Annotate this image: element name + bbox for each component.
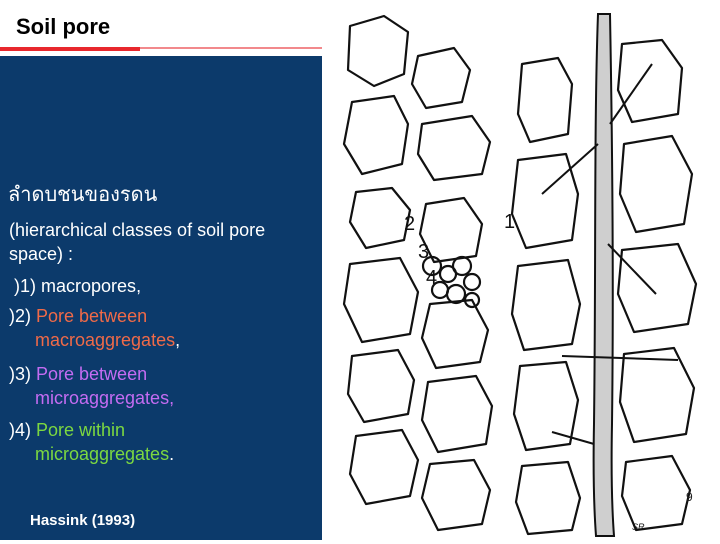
aggregate [350,188,410,248]
item-number: )3) [9,364,31,384]
aggregate [348,16,408,86]
aggregate [418,116,490,180]
page-number: 9 [686,490,693,504]
aggregate [620,348,694,442]
microaggregate [447,285,465,303]
figure-label-1: 1 [504,211,516,233]
aggregate [618,40,682,122]
item-continuation-text: microaggregates [35,444,170,464]
item-punct: , [175,330,181,350]
lateral-channel [608,244,656,294]
aggregate [344,96,408,174]
item-continuation [9,442,314,466]
title-underline [0,47,140,51]
item-number: )1) [14,276,36,296]
aggregate [622,456,690,530]
figure-label-3: 3 [418,241,430,263]
citation: Hassink (1993) [30,512,136,529]
aggregate [512,260,580,350]
figure-label-4: 4 [426,267,438,289]
soil-pore-figure [322,4,720,540]
aggregate [420,198,482,262]
item-label: Pore between [36,306,148,326]
microaggregate [453,257,471,275]
item-label: macropores [41,276,137,296]
item-continuation: microaggregates, [35,388,175,408]
aggregate [518,58,572,142]
aggregate [422,376,492,452]
slide-title: Soil pore [16,14,111,39]
item-punct: . [169,444,175,464]
item-punct: , [136,276,142,296]
lateral-channel [542,144,598,194]
figure-signature: SR [632,522,645,532]
soil-pore-drawing [322,4,720,540]
aggregate [412,48,470,108]
item-continuation-text: macroaggregates [35,330,176,350]
aggregate [516,462,580,534]
microaggregate [464,274,480,290]
intro-text: (hierarchical classes of soil pore space) : [9,220,266,264]
list-item-between-microaggregates [9,362,314,410]
aggregate [344,258,418,342]
aggregate [620,136,692,232]
aggregate [422,300,488,368]
list-item-macropores [14,274,319,298]
aggregate [350,430,418,504]
list-item-macroaggregates [9,304,314,352]
list-item-within-microaggregates [9,418,314,466]
item-label: Pore within [36,420,126,440]
aggregate [348,350,414,422]
macropore-channel [594,14,614,536]
item-continuation [9,328,314,352]
aggregate [512,154,578,248]
lateral-channel [562,356,678,360]
item-label: Pore between [36,364,148,384]
item-number: )4) [9,420,31,440]
aggregate [422,460,490,530]
figure-label-2: 2 [404,213,416,235]
lateral-channel [610,64,652,124]
thai-heading: ลำดบชนของรดน [8,182,158,206]
item-number: )2) [9,306,31,326]
lateral-channel [552,432,594,444]
aggregate [618,244,696,332]
